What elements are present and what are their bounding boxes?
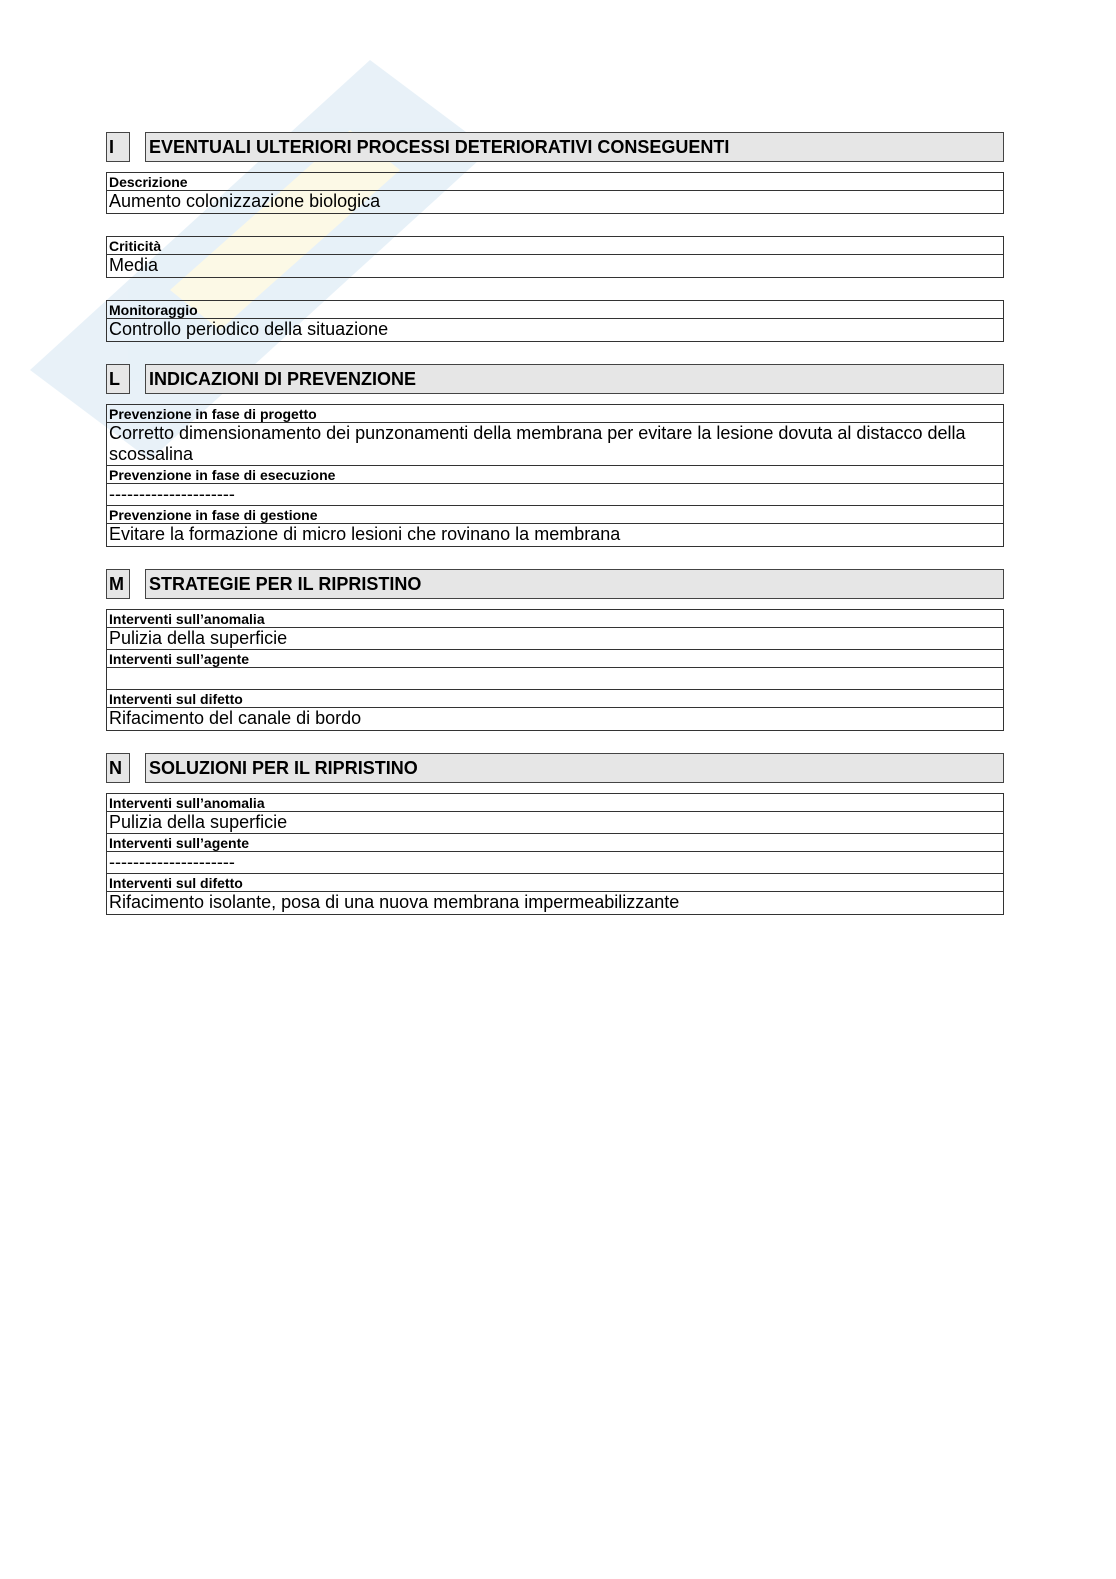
field-value: Pulizia della superficie	[107, 628, 1003, 650]
section-title: SOLUZIONI PER IL RIPRISTINO	[145, 753, 1004, 783]
field-criticita	[106, 236, 1004, 278]
field-label: Interventi sull’agente	[107, 834, 1003, 852]
section-title: INDICAZIONI DI PREVENZIONE	[145, 364, 1004, 394]
field-descrizione	[106, 172, 1004, 214]
section-title: STRATEGIE PER IL RIPRISTINO	[145, 569, 1004, 599]
field-value: Aumento colonizzazione biologica	[109, 191, 381, 211]
field-label: Interventi sul difetto	[107, 874, 1003, 892]
section-letter: L	[106, 364, 130, 394]
field-label: Monitoraggio	[107, 301, 1003, 319]
section-header-n	[106, 753, 1004, 785]
field-label: Interventi sul difetto	[107, 690, 1003, 708]
section-title: EVENTUALI ULTERIORI PROCESSI DETERIORATIVI CONSEGUENTI	[145, 132, 1004, 162]
field-value: Evitare la formazione di micro lesioni che rovinano la membrana	[109, 524, 621, 544]
field-value: Media	[109, 255, 159, 275]
section-header-l	[106, 364, 1004, 396]
field-label: Prevenzione in fase di progetto	[107, 405, 1003, 423]
field-value: Corretto dimensionamento dei punzonamenti della membrana per evitare la lesione dovuta al distacco della scossalina	[107, 423, 1003, 466]
solutions-block	[106, 793, 1004, 915]
section-header-i	[106, 132, 1004, 164]
field-value	[107, 668, 1003, 690]
field-label: Interventi sull’anomalia	[107, 794, 1003, 812]
field-value: ---------------------	[107, 852, 1003, 874]
field-label: Criticità	[107, 237, 1003, 255]
field-label: Interventi sull’anomalia	[107, 610, 1003, 628]
section-letter: N	[106, 753, 130, 783]
field-value: ---------------------	[107, 484, 1003, 506]
field-value: Pulizia della superficie	[107, 812, 1003, 834]
prevention-block	[106, 404, 1004, 547]
field-label: Interventi sull’agente	[107, 650, 1003, 668]
strategies-block	[106, 609, 1004, 731]
section-letter: M	[106, 569, 130, 599]
field-value: Rifacimento del canale di bordo	[109, 708, 362, 728]
field-value: Controllo periodico della situazione	[109, 319, 389, 339]
field-value: Rifacimento isolante, posa di una nuova membrana impermeabilizzante	[109, 892, 680, 912]
field-label: Prevenzione in fase di esecuzione	[107, 466, 1003, 484]
field-monitoraggio	[106, 300, 1004, 342]
section-letter: I	[106, 132, 130, 162]
document	[106, 132, 1004, 915]
field-label: Descrizione	[107, 173, 1003, 191]
section-header-m	[106, 569, 1004, 601]
field-label: Prevenzione in fase di gestione	[107, 506, 1003, 524]
